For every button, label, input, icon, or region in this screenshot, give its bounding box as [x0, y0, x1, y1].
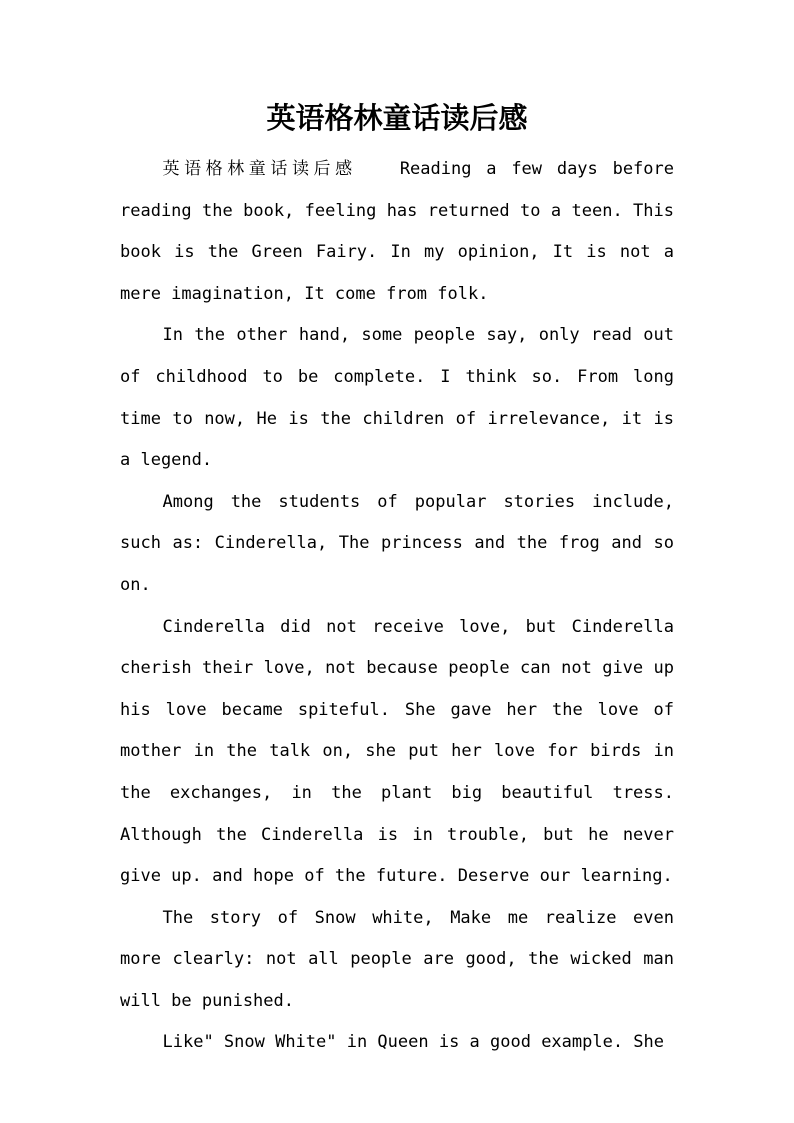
paragraph-intro: 英语格林童话读后感 Reading a few days before reading the book, feeling has returned to a teen. This book is the Green Fairy. In my opinion, It is not a mere imagination, It come from folk.: [120, 159, 674, 304]
paragraph-queen: Like" Snow White" in Queen is a good example. She: [162, 1032, 665, 1053]
document-body: [120, 149, 674, 1064]
paragraph-cinderella: Cinderella did not receive love, but Cinderella cherish their love, not because people can not give up his love became spiteful. She gave her the love of mother in the talk on, she put her love for birds in the exchanges, in the plant big beautiful tress. Although the Cinderella is in trouble, but he never give up. and hope of the future. Deserve our learning.: [120, 616, 674, 887]
paragraph-other-hand: In the other hand, some people say, only read out of childhood to be complete. I think so. From long time to now, He is the children of irrelevance, it is a legend.: [120, 325, 674, 471]
paragraph-popular-stories: Among the students of popular stories include, such as: Cinderella, The princess and the frog and so on.: [120, 491, 674, 595]
document-title: 英语格林童话读后感: [266, 101, 528, 135]
paragraph-snow-white: The story of Snow white, Make me realize even more clearly: not all people are good, the wicked man will be punished.: [120, 907, 674, 1011]
